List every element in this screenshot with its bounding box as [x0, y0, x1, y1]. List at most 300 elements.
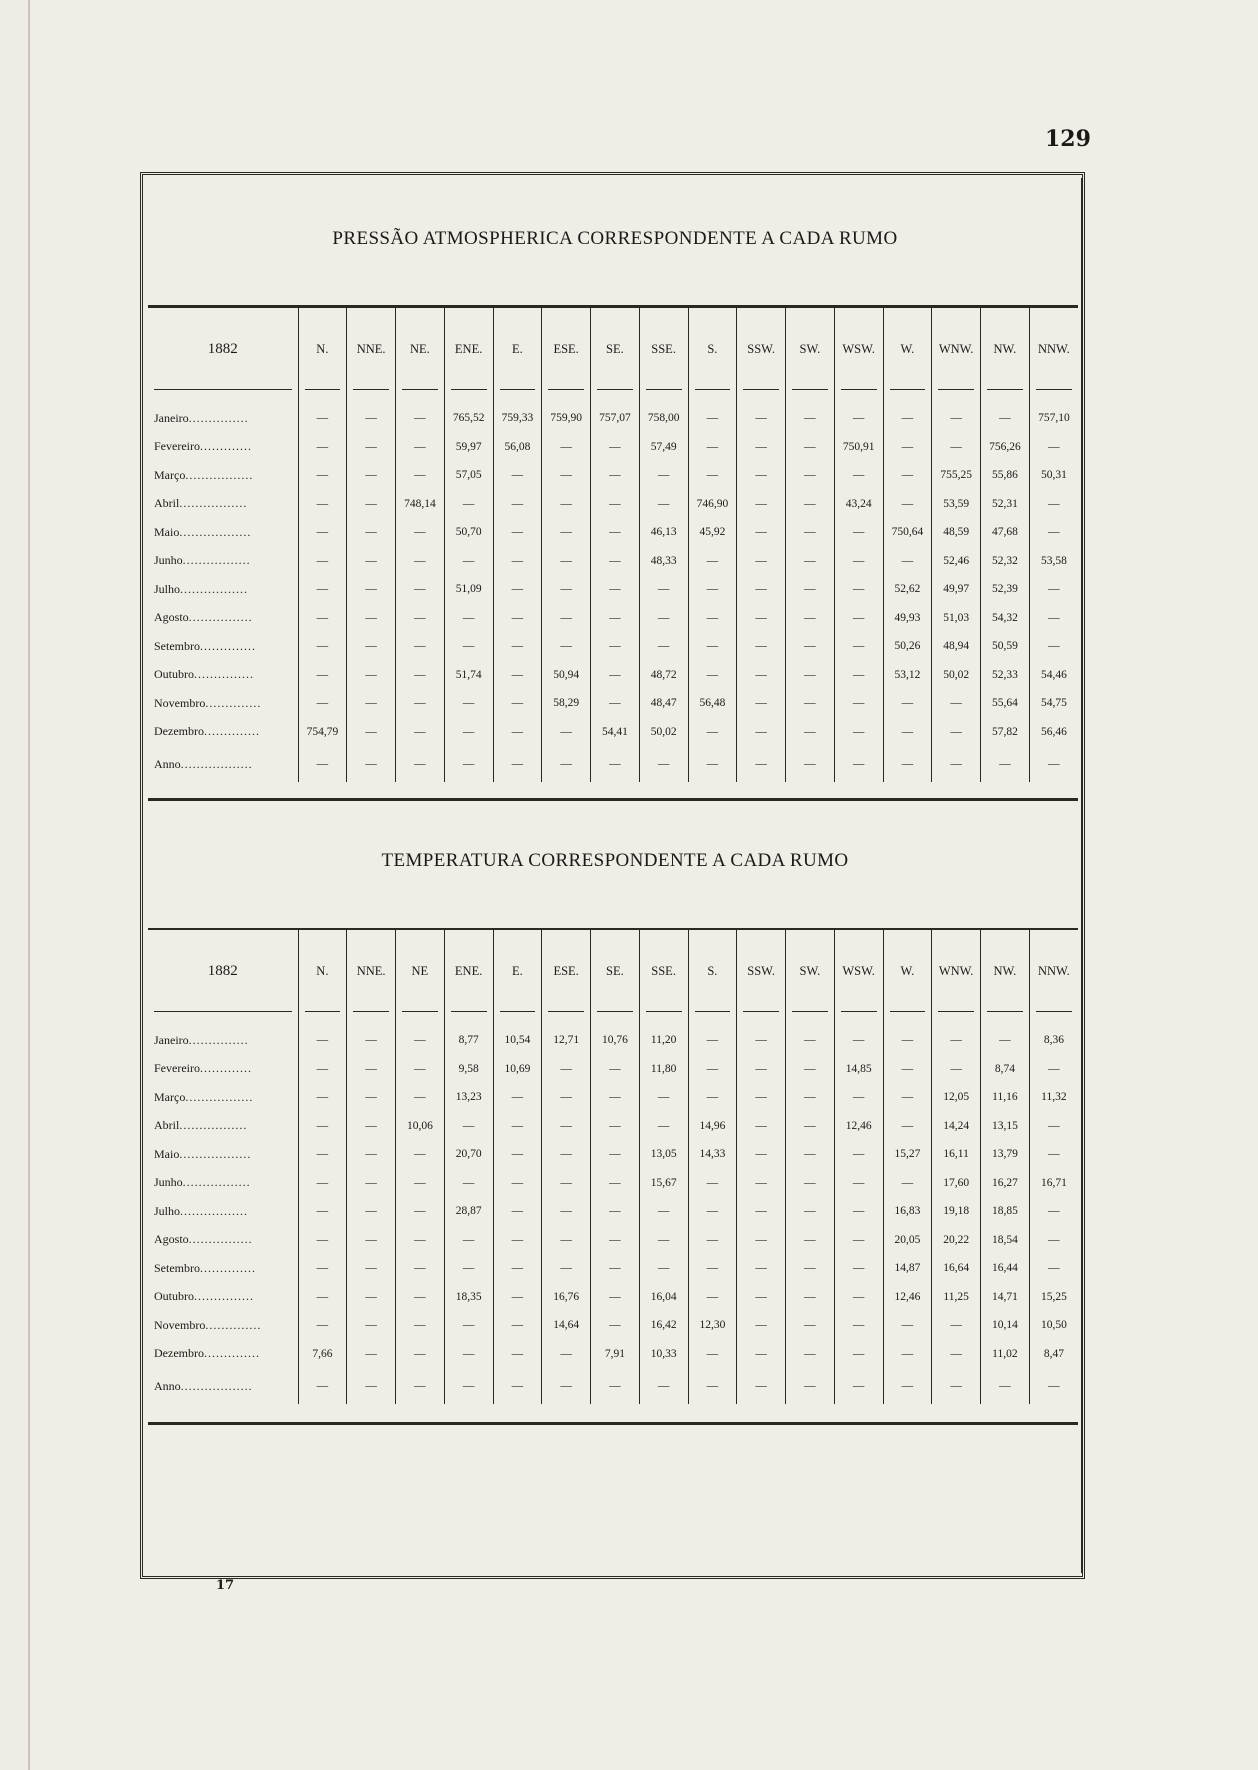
table-cell: 59,97	[444, 433, 493, 462]
table-cell: —	[639, 746, 688, 782]
table-cell: —	[1029, 1254, 1078, 1283]
table-cell: —	[688, 404, 737, 433]
table-cell: —	[786, 689, 835, 718]
table-row	[148, 547, 1078, 576]
table-cell: —	[591, 604, 640, 633]
table-cell: 8,36	[1029, 1026, 1078, 1055]
table-cell: —	[591, 746, 640, 782]
table-row	[148, 1140, 1078, 1169]
table-cell: 52,31	[981, 490, 1030, 519]
table-cell: —	[883, 1311, 932, 1340]
table-cell: —	[396, 433, 445, 462]
pressure-col-header: ESE.	[542, 308, 591, 390]
temperature-col-header: ENE.	[444, 930, 493, 1012]
table-cell: —	[493, 689, 542, 718]
table-cell: —	[542, 575, 591, 604]
table-cell: 47,68	[981, 518, 1030, 547]
table-cell: —	[591, 1226, 640, 1255]
table-cell: —	[347, 1368, 396, 1404]
temperature-col-header: NE	[396, 930, 445, 1012]
table-cell: —	[1029, 1140, 1078, 1169]
table-cell: —	[298, 461, 347, 490]
temperature-col-header: E.	[493, 930, 542, 1012]
table-cell: —	[444, 718, 493, 747]
temperature-year-header: 1882	[148, 930, 298, 1012]
pressure-col-header: W.	[883, 308, 932, 390]
table-cell: 50,02	[932, 661, 981, 690]
table-row	[148, 1283, 1078, 1312]
table-cell: —	[786, 1112, 835, 1141]
table-cell: —	[786, 461, 835, 490]
table-cell: 54,32	[981, 604, 1030, 633]
table-cell: 14,64	[542, 1311, 591, 1340]
table-cell: —	[444, 547, 493, 576]
table-cell: —	[737, 1368, 786, 1404]
table-cell: —	[786, 1197, 835, 1226]
table-cell: 57,49	[639, 433, 688, 462]
pressure-col-header: NW.	[981, 308, 1030, 390]
table-cell: 12,30	[688, 1311, 737, 1340]
page-number: 129	[1045, 126, 1091, 152]
table-cell: 12,46	[883, 1283, 932, 1312]
temperature-table	[148, 930, 1078, 1404]
table-cell: —	[347, 518, 396, 547]
table-cell: 11,25	[932, 1283, 981, 1312]
table-cell: —	[493, 490, 542, 519]
table-cell: —	[688, 718, 737, 747]
table-cell: —	[591, 461, 640, 490]
table-cell: —	[493, 632, 542, 661]
table-cell: —	[542, 547, 591, 576]
table-cell: 48,33	[639, 547, 688, 576]
table-cell: —	[591, 433, 640, 462]
pressure-col-header: WNW.	[932, 308, 981, 390]
table-cell: —	[1029, 632, 1078, 661]
table-cell: 54,46	[1029, 661, 1078, 690]
table-cell: 13,23	[444, 1083, 493, 1112]
table-cell: 57,82	[981, 718, 1030, 747]
table-cell: —	[834, 518, 883, 547]
table-row	[148, 1340, 1078, 1369]
table-cell: —	[688, 1254, 737, 1283]
row-label: Agosto................	[154, 610, 253, 625]
table-cell: —	[786, 632, 835, 661]
table-cell: —	[883, 746, 932, 782]
table-cell: 13,15	[981, 1112, 1030, 1141]
table-cell: —	[737, 575, 786, 604]
table-cell: 15,25	[1029, 1283, 1078, 1312]
pressure-table	[148, 308, 1078, 782]
table-cell: 7,66	[298, 1340, 347, 1369]
table-cell: —	[737, 1254, 786, 1283]
table-cell: —	[737, 1283, 786, 1312]
table-cell: —	[688, 547, 737, 576]
table-cell: 43,24	[834, 490, 883, 519]
table-cell: —	[1029, 1226, 1078, 1255]
table-cell: —	[591, 490, 640, 519]
table-cell: —	[347, 604, 396, 633]
table-cell: 12,71	[542, 1026, 591, 1055]
table-row	[148, 1083, 1078, 1112]
row-label: Outubro...............	[154, 667, 254, 682]
row-label: Dezembro..............	[154, 724, 260, 739]
pressure-col-header: SE.	[591, 308, 640, 390]
table-cell: 28,87	[444, 1197, 493, 1226]
table-cell: 50,59	[981, 632, 1030, 661]
temperature-col-header: SE.	[591, 930, 640, 1012]
table-cell: 10,54	[493, 1026, 542, 1055]
table-cell: —	[834, 1140, 883, 1169]
table-cell: 8,74	[981, 1055, 1030, 1084]
table-cell: 755,25	[932, 461, 981, 490]
table-cell: —	[591, 632, 640, 661]
table-cell: —	[298, 575, 347, 604]
table-row	[148, 661, 1078, 690]
table-cell: —	[542, 1112, 591, 1141]
table-row	[148, 518, 1078, 547]
table-cell: —	[298, 1254, 347, 1283]
table-row	[148, 1197, 1078, 1226]
table-cell: —	[396, 1055, 445, 1084]
table-cell: —	[737, 689, 786, 718]
table-cell: —	[298, 1169, 347, 1198]
table-cell: —	[542, 490, 591, 519]
table-cell: —	[298, 1368, 347, 1404]
table-cell: —	[834, 575, 883, 604]
table-cell: —	[786, 1055, 835, 1084]
table-cell: —	[298, 1311, 347, 1340]
table-cell: —	[786, 661, 835, 690]
table-cell: —	[444, 1169, 493, 1198]
table-cell: —	[981, 1026, 1030, 1055]
table-cell: 19,18	[932, 1197, 981, 1226]
table-cell: —	[786, 547, 835, 576]
row-label: Abril.................	[154, 496, 248, 511]
table-cell: —	[883, 1026, 932, 1055]
table-cell: —	[396, 1283, 445, 1312]
table-cell: —	[786, 604, 835, 633]
table-cell: —	[347, 1283, 396, 1312]
table-cell: —	[347, 718, 396, 747]
table-cell: —	[298, 746, 347, 782]
table-cell: —	[688, 632, 737, 661]
table-cell: 14,33	[688, 1140, 737, 1169]
table-cell: —	[786, 433, 835, 462]
table-cell: —	[786, 1026, 835, 1055]
table-cell: —	[737, 746, 786, 782]
table-cell: —	[786, 1169, 835, 1198]
table-cell: —	[932, 404, 981, 433]
table-cell: —	[688, 1340, 737, 1369]
table-cell: —	[347, 1254, 396, 1283]
table-cell: 53,12	[883, 661, 932, 690]
table-cell: —	[347, 1226, 396, 1255]
table-cell: 55,64	[981, 689, 1030, 718]
table-cell: 48,59	[932, 518, 981, 547]
table-cell: —	[542, 518, 591, 547]
table-cell: —	[834, 604, 883, 633]
table-cell: —	[688, 461, 737, 490]
pressure-col-header: SW.	[786, 308, 835, 390]
table-cell: 8,77	[444, 1026, 493, 1055]
table-cell: —	[688, 746, 737, 782]
table-row	[148, 1112, 1078, 1141]
row-label: Anno..................	[154, 1378, 253, 1393]
table-cell: —	[298, 547, 347, 576]
table-row	[148, 604, 1078, 633]
table-cell: —	[591, 1140, 640, 1169]
table-cell: 49,93	[883, 604, 932, 633]
table-cell: —	[347, 1140, 396, 1169]
table-cell: —	[1029, 490, 1078, 519]
table-cell: 13,79	[981, 1140, 1030, 1169]
table-cell: —	[883, 1112, 932, 1141]
table-cell: —	[396, 518, 445, 547]
table-cell: —	[591, 1368, 640, 1404]
table-cell: 759,33	[493, 404, 542, 433]
row-label: Setembro..............	[154, 638, 256, 653]
table-cell: 51,74	[444, 661, 493, 690]
row-label: Dezembro..............	[154, 1346, 260, 1361]
table-cell: 8,47	[1029, 1340, 1078, 1369]
table-cell: 54,41	[591, 718, 640, 747]
table-cell: 45,92	[688, 518, 737, 547]
temperature-col-header: NW.	[981, 930, 1030, 1012]
table-cell: 58,29	[542, 689, 591, 718]
table-cell: —	[1029, 1368, 1078, 1404]
table-cell: 14,71	[981, 1283, 1030, 1312]
row-label: Maio..................	[154, 1146, 252, 1161]
table-cell: —	[834, 404, 883, 433]
table-cell: 10,14	[981, 1311, 1030, 1340]
table-cell: —	[347, 1311, 396, 1340]
table-row	[148, 575, 1078, 604]
table-cell: —	[493, 718, 542, 747]
table-cell: —	[834, 1226, 883, 1255]
table-cell: —	[347, 1083, 396, 1112]
table-cell: —	[737, 1083, 786, 1112]
table-cell: —	[298, 1140, 347, 1169]
table-cell: —	[591, 518, 640, 547]
table-cell: 52,32	[981, 547, 1030, 576]
table-cell: —	[688, 1368, 737, 1404]
table-row	[148, 1368, 1078, 1404]
table-cell: —	[737, 433, 786, 462]
table-cell: —	[493, 1169, 542, 1198]
table-row	[148, 1055, 1078, 1084]
table-cell: —	[639, 1083, 688, 1112]
table-cell: —	[396, 746, 445, 782]
table-cell: —	[834, 718, 883, 747]
table-cell: —	[493, 604, 542, 633]
table-cell: —	[883, 1169, 932, 1198]
table-cell: —	[737, 1311, 786, 1340]
table-cell: —	[737, 718, 786, 747]
table-cell: —	[347, 1055, 396, 1084]
table-cell: —	[737, 604, 786, 633]
table-cell: 52,39	[981, 575, 1030, 604]
table-cell: —	[737, 547, 786, 576]
table-cell: —	[298, 490, 347, 519]
table-cell: —	[493, 461, 542, 490]
table-cell: 10,33	[639, 1340, 688, 1369]
table-cell: 746,90	[688, 490, 737, 519]
table-cell: —	[347, 1197, 396, 1226]
table-cell: —	[542, 1226, 591, 1255]
table-cell: —	[737, 661, 786, 690]
table-cell: —	[396, 1083, 445, 1112]
temperature-title: TEMPERATURA CORRESPONDENTE A CADA RUMO	[381, 850, 849, 871]
table-cell: —	[834, 461, 883, 490]
temperature-col-header: SSW.	[737, 930, 786, 1012]
table-cell: —	[591, 1283, 640, 1312]
table-cell: 56,46	[1029, 718, 1078, 747]
table-cell: —	[493, 575, 542, 604]
table-cell: —	[347, 490, 396, 519]
table-cell: —	[396, 604, 445, 633]
table-cell: —	[347, 404, 396, 433]
table-cell: —	[737, 1340, 786, 1369]
table-cell: —	[834, 1340, 883, 1369]
table-cell: 16,11	[932, 1140, 981, 1169]
table-cell: —	[347, 1340, 396, 1369]
table-cell: —	[688, 1169, 737, 1198]
table-cell: —	[396, 1226, 445, 1255]
table-cell: —	[396, 718, 445, 747]
pressure-col-header: ENE.	[444, 308, 493, 390]
table-cell: —	[1029, 1055, 1078, 1084]
table-cell: —	[932, 1311, 981, 1340]
table-cell: 20,70	[444, 1140, 493, 1169]
pressure-col-header: NE.	[396, 308, 445, 390]
table-cell: —	[493, 518, 542, 547]
table-cell: —	[493, 1368, 542, 1404]
table-cell: —	[396, 1368, 445, 1404]
table-cell: —	[444, 1254, 493, 1283]
table-cell: —	[786, 1311, 835, 1340]
table-cell: 11,20	[639, 1026, 688, 1055]
table-cell: —	[932, 1055, 981, 1084]
table-cell: —	[688, 1197, 737, 1226]
pressure-header-row	[148, 308, 1078, 390]
table-cell: 51,03	[932, 604, 981, 633]
table-cell: —	[347, 689, 396, 718]
table-cell: —	[1029, 518, 1078, 547]
table-cell: —	[542, 1055, 591, 1084]
table-cell: —	[834, 1026, 883, 1055]
table-cell: 46,13	[639, 518, 688, 547]
table-cell: —	[542, 1254, 591, 1283]
table-cell: 754,79	[298, 718, 347, 747]
table-cell: —	[883, 689, 932, 718]
pressure-bottom-rule	[148, 798, 1078, 801]
table-cell: 50,26	[883, 632, 932, 661]
pressure-year-header: 1882	[148, 308, 298, 390]
table-cell: —	[834, 1169, 883, 1198]
table-row	[148, 1169, 1078, 1198]
table-cell: —	[347, 1026, 396, 1055]
table-cell: 52,33	[981, 661, 1030, 690]
row-label: Fevereiro.............	[154, 439, 252, 454]
table-cell: —	[347, 1112, 396, 1141]
table-cell: 18,85	[981, 1197, 1030, 1226]
table-cell: —	[639, 1226, 688, 1255]
table-cell: —	[639, 1197, 688, 1226]
table-cell: —	[786, 718, 835, 747]
row-label: Agosto................	[154, 1232, 253, 1247]
table-cell: —	[444, 689, 493, 718]
table-cell: —	[786, 1368, 835, 1404]
table-cell: —	[347, 433, 396, 462]
table-cell: —	[493, 1311, 542, 1340]
table-cell: —	[542, 1140, 591, 1169]
table-cell: 16,83	[883, 1197, 932, 1226]
table-cell: —	[396, 1169, 445, 1198]
table-cell: —	[493, 1140, 542, 1169]
table-cell: —	[493, 1112, 542, 1141]
table-cell: 18,54	[981, 1226, 1030, 1255]
table-cell: —	[786, 518, 835, 547]
table-cell: 49,97	[932, 575, 981, 604]
table-cell: —	[834, 1083, 883, 1112]
row-label: Janeiro...............	[154, 1032, 249, 1047]
table-cell: —	[932, 1026, 981, 1055]
table-cell: 16,44	[981, 1254, 1030, 1283]
table-cell: —	[688, 433, 737, 462]
table-cell: —	[737, 1112, 786, 1141]
table-cell: —	[883, 547, 932, 576]
table-row	[148, 718, 1078, 747]
table-row	[148, 1226, 1078, 1255]
row-label: Abril.................	[154, 1118, 248, 1133]
table-cell: 14,24	[932, 1112, 981, 1141]
table-cell: —	[591, 1112, 640, 1141]
table-cell: 52,62	[883, 575, 932, 604]
table-cell: —	[493, 547, 542, 576]
table-cell: —	[639, 1112, 688, 1141]
table-cell: 14,87	[883, 1254, 932, 1283]
table-cell: 15,27	[883, 1140, 932, 1169]
table-row	[148, 1254, 1078, 1283]
table-cell: 10,76	[591, 1026, 640, 1055]
table-cell: —	[591, 1169, 640, 1198]
table-cell: —	[591, 661, 640, 690]
table-cell: 14,96	[688, 1112, 737, 1141]
table-cell: —	[737, 1140, 786, 1169]
table-cell: —	[688, 604, 737, 633]
table-cell: 51,09	[444, 575, 493, 604]
table-cell: 20,05	[883, 1226, 932, 1255]
table-cell: —	[639, 1368, 688, 1404]
table-cell: —	[883, 1055, 932, 1084]
table-cell: —	[883, 1083, 932, 1112]
table-cell: —	[737, 1197, 786, 1226]
table-cell: —	[298, 1083, 347, 1112]
table-cell: —	[396, 1340, 445, 1369]
table-cell: 17,60	[932, 1169, 981, 1198]
table-cell: 757,07	[591, 404, 640, 433]
table-cell: —	[639, 1254, 688, 1283]
temperature-col-header: NNW.	[1029, 930, 1078, 1012]
table-cell: —	[786, 1083, 835, 1112]
table-cell: —	[737, 518, 786, 547]
table-cell: —	[737, 404, 786, 433]
table-cell: —	[493, 1283, 542, 1312]
table-cell: 16,42	[639, 1311, 688, 1340]
table-cell: —	[639, 575, 688, 604]
table-cell: —	[298, 689, 347, 718]
temperature-col-header: S.	[688, 930, 737, 1012]
